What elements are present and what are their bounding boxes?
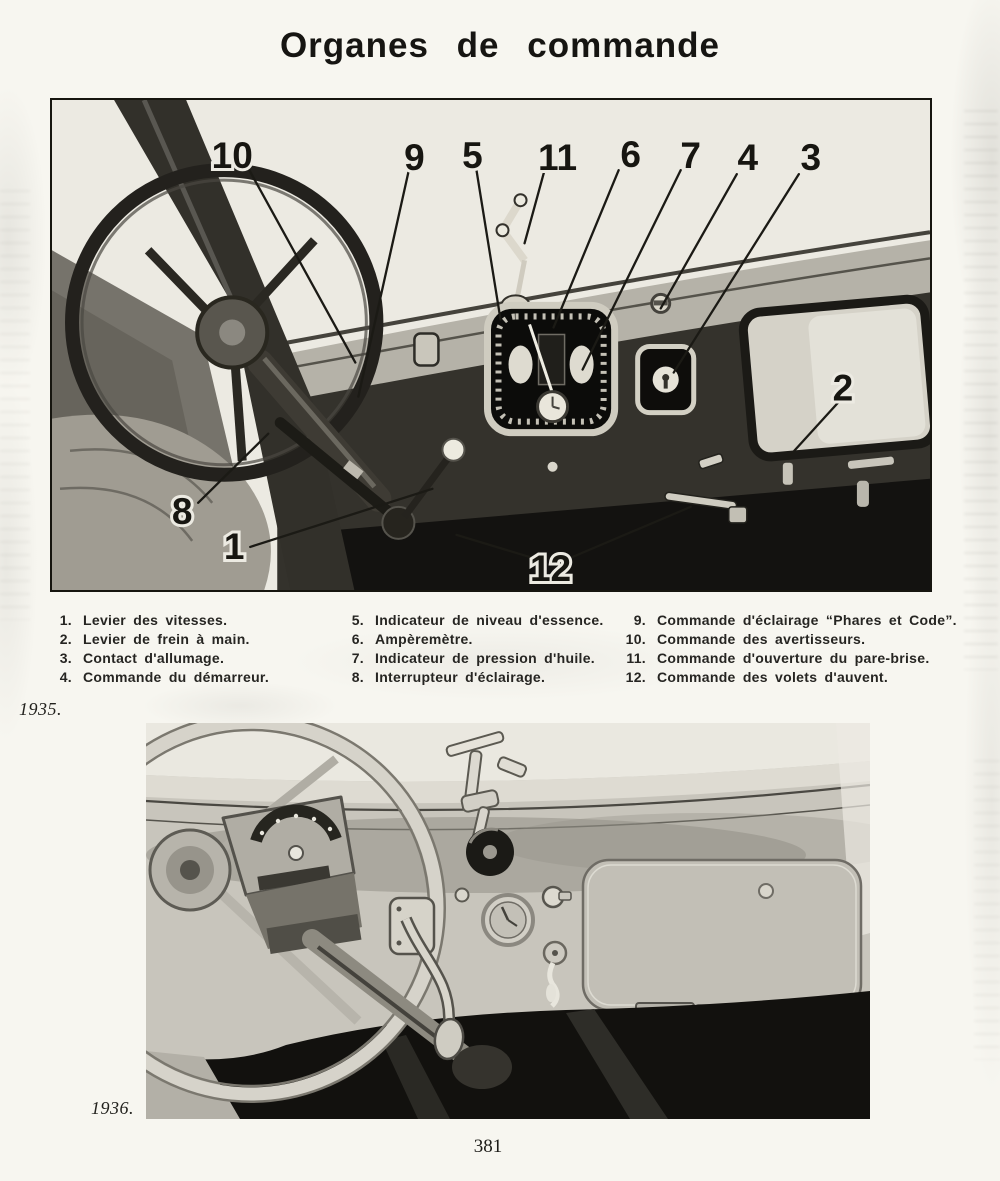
legend-column-2 (336, 612, 622, 688)
dash-screw (456, 889, 469, 902)
speedo-tick (260, 831, 264, 835)
callout-6: 6 (620, 133, 641, 176)
column-boot (452, 1045, 512, 1089)
callout-1: 1 (223, 524, 245, 567)
legend-item (336, 612, 622, 631)
lighting-switch (414, 333, 438, 365)
page-number: 381 (473, 1136, 503, 1157)
legend-item (336, 669, 622, 688)
legend-item-label: Commande d'ouverture du pare-brise. (657, 650, 930, 666)
legend-item-number: 5. (351, 612, 364, 628)
legend-item-number: 10. (625, 631, 646, 647)
legend-item (44, 631, 336, 650)
glovebox (583, 860, 861, 1015)
legend-item-number: 12. (625, 669, 646, 685)
callout-4: 4 (737, 136, 759, 179)
horn-center (219, 319, 245, 345)
legend-item-label: Commande des volets d'auvent. (657, 669, 889, 685)
legend-item-number: 7. (351, 650, 364, 666)
bleedthrough-text-right-lower (974, 760, 1000, 1060)
oil-pressure-gauge (570, 346, 594, 384)
photo-1936-dashboard (146, 723, 870, 1119)
callout-12: 12 (529, 546, 572, 589)
legend-item-number: 3. (59, 650, 72, 666)
callout-8: 8 (171, 489, 193, 532)
hand-throttle (783, 463, 793, 485)
legend-item-label: Commande des avertisseurs. (657, 631, 866, 647)
speedo-tick (328, 827, 332, 831)
speedo-tick (276, 819, 280, 823)
legend-item (618, 631, 978, 650)
legend-item (336, 631, 622, 650)
legend-item-label: Ampèremètre. (375, 631, 473, 647)
clock-gauge (483, 895, 533, 945)
plate-screw (397, 907, 402, 912)
photo-1935-dashboard (50, 98, 932, 592)
window-crank (857, 481, 869, 507)
legend-item-number: 6. (351, 631, 364, 647)
callout-10: 10 (211, 134, 253, 177)
photo-1935-scene (52, 100, 930, 590)
legend-item-label: Commande d'éclairage “Phares et Code”. (657, 612, 957, 628)
speedo-tick (312, 817, 316, 821)
key (546, 984, 556, 1002)
legend-item (336, 650, 622, 669)
legend-item-label: Interrupteur d'éclairage. (375, 669, 546, 685)
legend-item-label: Levier des vitesses. (83, 612, 228, 628)
callout-5: 5 (462, 134, 483, 177)
legend-item (44, 650, 336, 669)
legend-item-number: 11. (626, 650, 646, 666)
legend-item (44, 669, 336, 688)
callout-7: 7 (680, 134, 702, 177)
legend-item-number: 1. (59, 612, 72, 628)
ignition-switch (638, 347, 694, 413)
glovebox-screw (759, 884, 773, 898)
horn-center (180, 860, 200, 880)
legend-item (618, 669, 978, 688)
legend-item-label: Levier de frein à main. (83, 631, 250, 647)
legend-item (618, 612, 978, 631)
callout-2: 2 (832, 366, 854, 409)
legend-item-label: Commande du démarreur. (83, 669, 270, 685)
legend-column-3 (618, 612, 978, 688)
legend-item-number: 8. (351, 669, 364, 685)
callout-3: 3 (800, 136, 822, 179)
legend-item-label: Indicateur de pression d'huile. (375, 650, 596, 666)
instrument-cluster (487, 305, 614, 432)
page-title: Organes de commande (279, 26, 721, 65)
legend-item (618, 650, 978, 669)
bleedthrough-text-right (964, 110, 998, 670)
legend-column-1 (44, 612, 336, 688)
legend-item-label: Contact d'allumage. (83, 650, 225, 666)
callout-11: 11 (537, 136, 578, 179)
legend-item-label: Indicateur de niveau d'essence. (375, 612, 604, 628)
legend-item-number: 9. (633, 612, 646, 628)
callout-9: 9 (404, 136, 425, 179)
legend-item-number: 4. (59, 669, 72, 685)
legend-item (44, 612, 336, 631)
photo-1936-scene (146, 723, 870, 1119)
wiper-knob-hub (483, 845, 497, 859)
caption-1936: 1936. (91, 1098, 134, 1118)
bleedthrough-text-left (0, 190, 30, 620)
speedo-hub (289, 846, 303, 860)
dash-screw (548, 462, 558, 472)
speedo-tick (294, 814, 298, 818)
plate-screw (397, 941, 402, 946)
legend-item-number: 2. (59, 631, 72, 647)
fuel-gauge (509, 346, 533, 384)
caption-1935: 1935. (19, 699, 62, 719)
